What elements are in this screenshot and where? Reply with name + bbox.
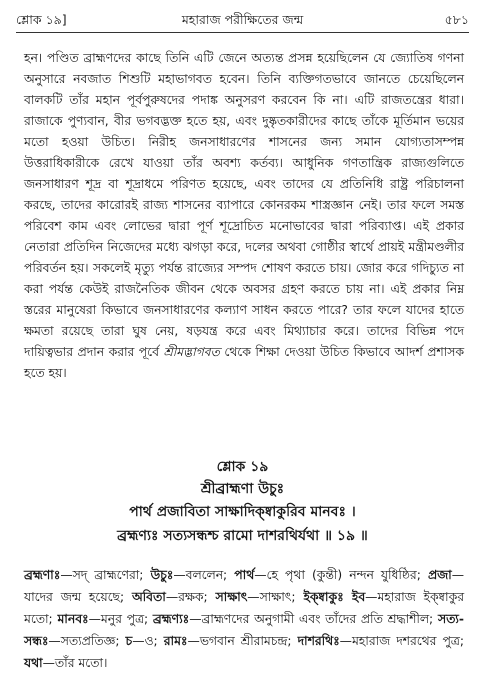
synonym-term: মানবঃ (57, 612, 89, 626)
chapter-title: মহারাজ পরীক্ষিতের জন্ম (181, 12, 304, 27)
synonym-term: যথা (24, 656, 43, 670)
synonym-term: রামঃ (163, 634, 188, 648)
verse-speaker: শ্রীব্রাহ্মণা উচুঃ (200, 481, 285, 497)
synonym-meaning: —সদ্ ব্রাহ্মণেরা; (60, 568, 151, 582)
synonym-term: অবিতা (132, 590, 166, 604)
verse-number: শ্লোক ১৯ (216, 459, 269, 475)
synonym-meaning: —ভগবান শ্রীরামচন্দ্র; (187, 634, 298, 648)
verse-reference: শ্লোক ১৯] (16, 12, 67, 27)
synonym-meaning: —ও; (132, 634, 164, 648)
synonym-meaning: —যাদের জন্ম হয়েছে; (24, 568, 464, 604)
synonym-term: ব্রহ্মণ্যঃ (152, 612, 190, 626)
synonym-meaning: —তাঁর মতো। (42, 656, 108, 670)
synonym-meaning: —মহারাজ দশরথের পুত্র; (339, 634, 464, 648)
synonym-term: সত্য-সন্ধঃ (24, 612, 464, 648)
synonym-meaning: —সাক্ষাৎ; (247, 590, 304, 604)
synonym-meaning: —ব্রাহ্মণদের অনুগামী এবং তাঁদের প্রতি শ্রদ্ধাশীল; (189, 612, 438, 626)
purport-text (24, 48, 464, 384)
verse-line-2: ব্রহ্মণ্যঃ সত্যসন্ধশ্চ রামো দাশরথির্যথা ॥ ১৯ ॥ (117, 528, 368, 544)
synonym-term: উচুঃ (150, 568, 174, 582)
synonym-term: ব্রহ্মণাঃ (24, 568, 61, 582)
synonym-term: চ (125, 634, 133, 648)
synonym-term: প্রজা (427, 568, 452, 582)
page-number: ৫৮১ (444, 12, 469, 27)
verse-line-1: পার্থ প্রজাবিতা সাক্ষাদিক্ষ্বাকুরিব মানবঃ । (129, 504, 356, 520)
synonym-meaning: —মনুর পুত্র; (88, 612, 153, 626)
synonym-term: সাক্ষাৎ (215, 590, 248, 604)
word-synonyms (24, 564, 464, 674)
synonym-meaning: —মহারাজ ইক্ষ্বাকুর মতো; (24, 590, 464, 626)
synonym-meaning: —হে পৃথা (কুন্তী) নন্দন যুধিষ্ঠির; (254, 568, 428, 582)
purport-main: হন। পণ্ডিত ব্রাহ্মণদের কাছে তিনি এটি জেনে অত্যন্ত প্রসন্ন হয়েছিলেন যে জ্যোতিষ গণনা অনুসারে নবজাত শিশুটি মহাভাগবত হবেন। তিনি ব্যক্তিগতভাবে জানতে চেয়েছিলেন বালকটি তাঁর মহান পূর্বপুরুষদের পদাঙ্ক অনুসরণ করবেন কি না। এটি রাজতন্ত্রের ধারা। রাজাকে পুণ্যবান, বীর ভগবদ্ভক্ত হতে হয়, এবং দুষ্কৃতকারীদের কাছে তাঁকে মূর্তিমান ভয়ের মতো হওয়া উচিত। নিরীহ জনসাধারণের শাসনের জন্য সমান যোগ্যতাসম্পন্ন উত্তরাধিকারীকে রেখে যাওয়া তাঁর অবশ্য কর্তব্য। আধুনিক গণতান্ত্রিক রাজ্যগুলিতে জনসাধারণ শূদ্র বা শূদ্রাধমে পরিণত হয়েছে, এবং তাদের যে প্রতিনিধি রাষ্ট্র পরিচালনা করছে, তাদের কারোরই রাজ্য শাসনের ব্যাপারে কোনরকম শাস্ত্রজ্ঞান নেই। তার ফলে সমস্ত পরিবেশ কাম এবং লোভের দ্বারা পূর্ণ শূদ্রোচিত মনোভাবের দ্বারা পরিব্যাপ্ত। এই প্রকার নেতারা প্রতিদিন নিজেদের মধ্যে ঝগড়া করে, দলের অথবা গোষ্ঠীর স্বার্থে প্রায়ই মন্ত্রীমণ্ডলীর পরিবর্তন হয়। সকলেই মৃত্যু পর্যন্ত রাজ্যের সম্পদ শোষণ করতে চায়। জোর করে গদিচ্যুত না করা পর্যন্ত কেউই রাজনৈতিক জীবন থেকে অবসর গ্রহণ করতে চায় না। এই প্রকার নিম্ন স্তরের মানুষেরা কিভাবে জনসাধারণের কল্যাণ সাধন করতে পারে? তার ফলে যাদের হাতে ক্ষমতা রয়েছে তারা ঘুষ নেয়, ষড়যন্ত্র করে এবং মিথ্যাচার করে। তাদের বিভিন্ন পদে দায়িত্বভার প্রদান করার পূর্বে (24, 51, 464, 359)
synonym-meaning: —রক্ষক; (165, 590, 216, 604)
header-rule (16, 32, 469, 33)
synonym-meaning: —বললেন; (173, 568, 235, 582)
purport-italic-title: শ্রীমদ্ভাগবত (163, 345, 220, 359)
purport-end: থেকে শিক্ষা দেওয়া উচিত কিভাবে আদর্শ প্রশাসক হতে হয়। (24, 345, 464, 380)
verse-block (20, 456, 465, 548)
synonym-term: ইক্ষ্বাকুঃ ইব (303, 590, 366, 604)
synonym-meaning: —সত্যপ্রতিজ্ঞ; (48, 634, 126, 648)
page-header (16, 10, 469, 30)
synonym-term: দাশরথিঃ (297, 634, 340, 648)
synonym-term: পার্থ (234, 568, 255, 582)
